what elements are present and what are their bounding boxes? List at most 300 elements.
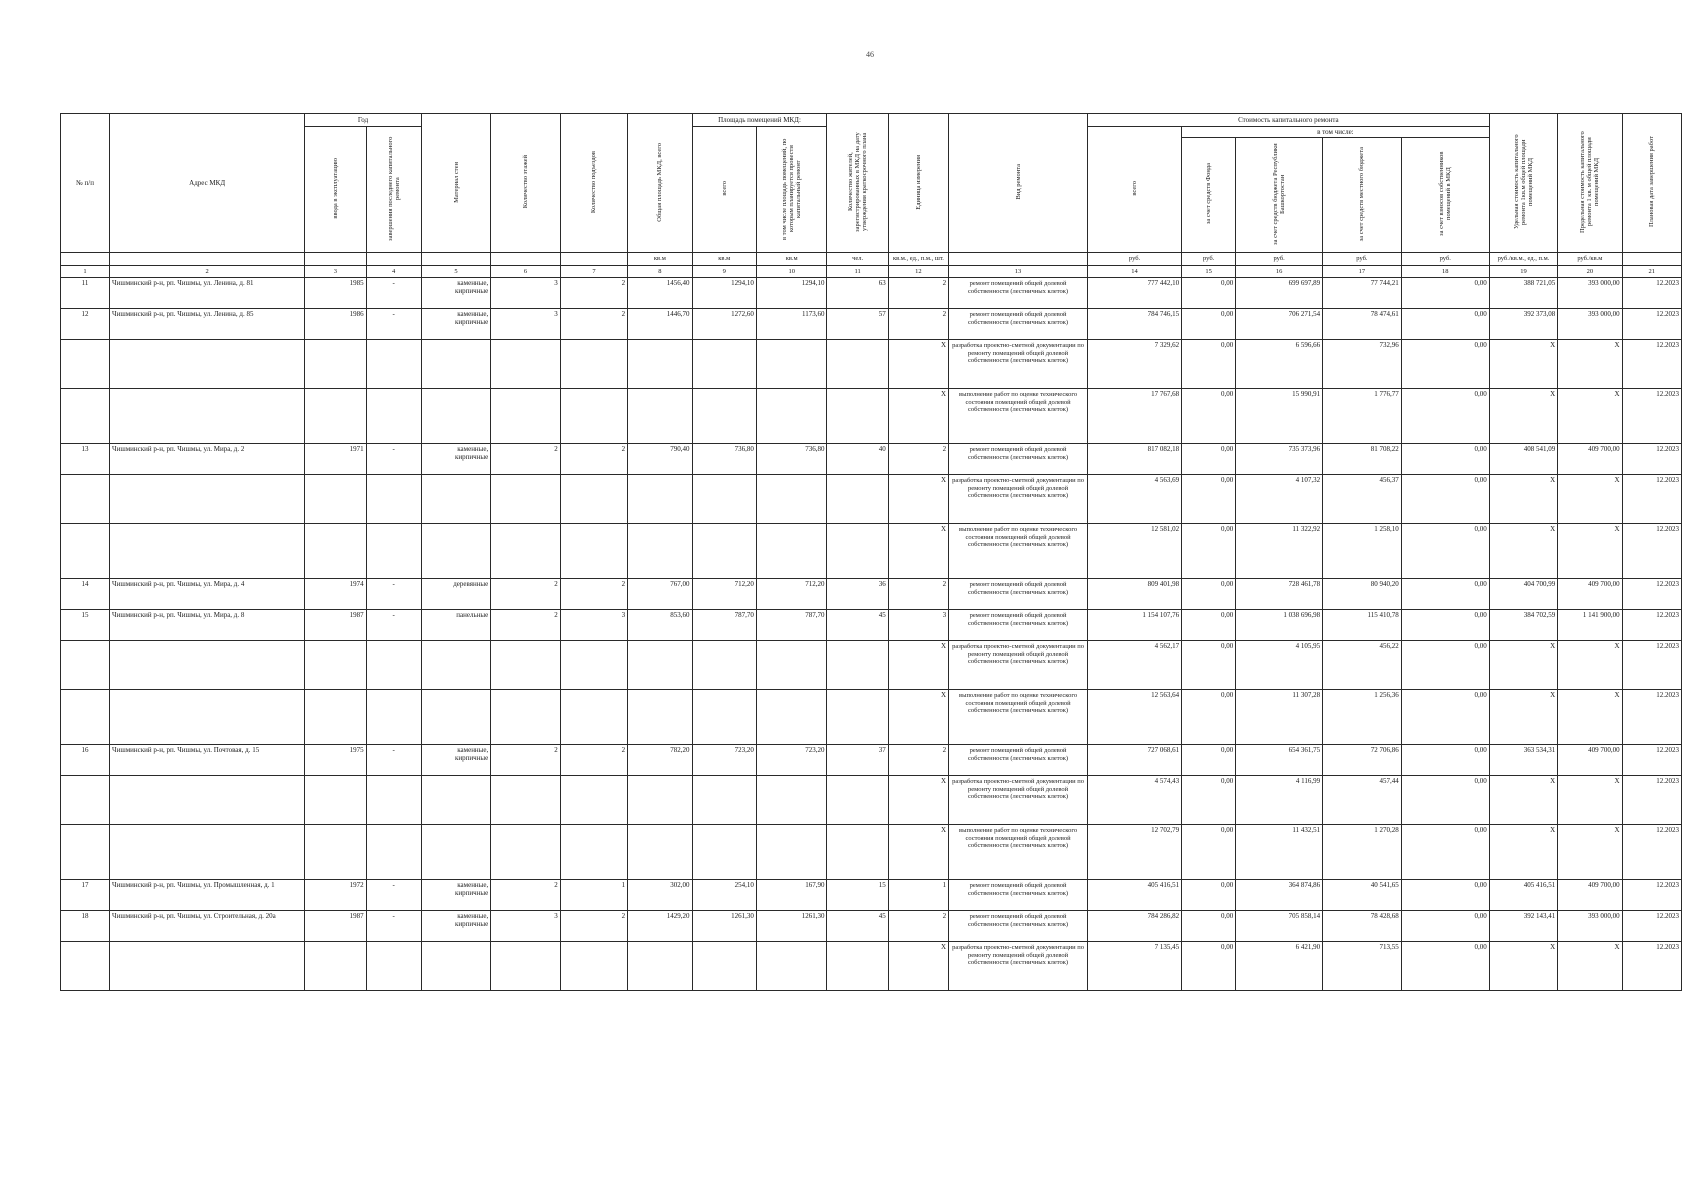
cell-max-cost: X — [1558, 690, 1622, 745]
cell-cost-republic: 654 361,75 — [1236, 745, 1323, 776]
header-cost-total: всего — [1088, 127, 1182, 253]
cell-unit-cost: 405 416,51 — [1489, 880, 1557, 911]
cell-cost-owners: 0,00 — [1401, 340, 1489, 389]
cell-cost-republic: 728 461,78 — [1236, 579, 1323, 610]
cell-floors — [491, 690, 560, 745]
cell-repair-type: выполнение работ по оценке технического состояния помещений общей долевой собственности (лестничных клеток) — [949, 690, 1088, 745]
unit-cell: руб. — [1323, 253, 1402, 266]
table-row — [61, 641, 1682, 690]
table-row — [61, 880, 1682, 911]
cell-wall-material — [421, 825, 490, 880]
cell-year-built — [305, 524, 366, 579]
cell-wall-material — [421, 641, 490, 690]
cell-cost-owners: 0,00 — [1401, 524, 1489, 579]
header-cost-republic: за счет средств бюджета Республики Башкортостан — [1236, 138, 1323, 253]
unit-cell: кв.м., ед., п.м., шт. — [888, 253, 948, 266]
cell-area-repair: 723,20 — [756, 745, 827, 776]
cell-cost-fund: 0,00 — [1182, 911, 1236, 942]
column-number: 2 — [110, 266, 305, 278]
cell-address — [110, 524, 305, 579]
cell-address: Чишминский р-н, рп. Чишмы, ул. Ленина, д. 81 — [110, 278, 305, 309]
unit-cell: руб. — [1088, 253, 1182, 266]
cell-area-total — [692, 475, 756, 524]
cell-unit-cost: 384 702,59 — [1489, 610, 1557, 641]
cell-total-area — [628, 776, 692, 825]
cell-unit: 2 — [888, 444, 948, 475]
cell-area-total — [692, 641, 756, 690]
cell-cost-fund: 0,00 — [1182, 309, 1236, 340]
cell-total-area — [628, 389, 692, 444]
cell-last-repair — [366, 389, 421, 444]
cell-last-repair — [366, 524, 421, 579]
cell-entrances: 3 — [560, 610, 627, 641]
header-incl-group: в том числе: — [1182, 127, 1490, 138]
cell-cost-fund: 0,00 — [1182, 641, 1236, 690]
cell-unit: 2 — [888, 911, 948, 942]
cell-wall-material: каменные, кирпичные — [421, 880, 490, 911]
cell-planned-date: 12.2023 — [1622, 745, 1681, 776]
cell-area-total — [692, 690, 756, 745]
column-number: 11 — [827, 266, 888, 278]
cell-entrances — [560, 641, 627, 690]
column-number: 13 — [949, 266, 1088, 278]
cell-address — [110, 776, 305, 825]
cell-max-cost: X — [1558, 776, 1622, 825]
cell-max-cost: 409 700,00 — [1558, 579, 1622, 610]
cell-unit-cost: 408 541,09 — [1489, 444, 1557, 475]
cell-cost-republic: 4 116,99 — [1236, 776, 1323, 825]
cell-repair-type: разработка проектно-сметной документации по ремонту помещений общей долевой собственности (лестничных клеток) — [949, 942, 1088, 991]
cell-unit: 2 — [888, 278, 948, 309]
cell-unit: 2 — [888, 745, 948, 776]
cell-repair-type: ремонт помещений общей долевой собственности (лестничных клеток) — [949, 880, 1088, 911]
cell-residents: 45 — [827, 610, 888, 641]
cell-year-built: 1975 — [305, 745, 366, 776]
cell-year-built: 1987 — [305, 610, 366, 641]
cell-last-repair — [366, 690, 421, 745]
cell-cost-total: 777 442,10 — [1088, 278, 1182, 309]
cell-residents — [827, 524, 888, 579]
header-year-last-repair: завершения последнего капитального ремонта — [366, 127, 421, 253]
cell-residents: 45 — [827, 911, 888, 942]
cell-unit: X — [888, 690, 948, 745]
cell-cost-fund: 0,00 — [1182, 825, 1236, 880]
cell-residents: 15 — [827, 880, 888, 911]
cell-year-built — [305, 690, 366, 745]
cell-planned-date: 12.2023 — [1622, 389, 1681, 444]
cell-cost-total: 7 329,62 — [1088, 340, 1182, 389]
cell-cost-total: 4 562,17 — [1088, 641, 1182, 690]
cell-cost-total: 784 286,82 — [1088, 911, 1182, 942]
cell-wall-material: панельные — [421, 610, 490, 641]
cell-cost-owners: 0,00 — [1401, 610, 1489, 641]
cell-unit-cost: X — [1489, 641, 1557, 690]
header-cost-owners: за счет взносов собственников помещений в МКД — [1401, 138, 1489, 253]
cell-entrances — [560, 340, 627, 389]
cell-unit-cost: 388 721,05 — [1489, 278, 1557, 309]
cell-residents — [827, 942, 888, 991]
cell-residents: 63 — [827, 278, 888, 309]
cell-floors — [491, 340, 560, 389]
cell-cost-local: 115 410,78 — [1323, 610, 1402, 641]
cell-year-built — [305, 825, 366, 880]
cell-repair-type: ремонт помещений общей долевой собственности (лестничных клеток) — [949, 911, 1088, 942]
cell-repair-type: ремонт помещений общей долевой собственности (лестничных клеток) — [949, 579, 1088, 610]
cell-cost-total: 405 416,51 — [1088, 880, 1182, 911]
column-number: 20 — [1558, 266, 1622, 278]
cell-row-number — [61, 942, 110, 991]
header-max-cost: Предельная стоимость капитального ремонта 1 кв. м общей площади помещений МКД — [1558, 114, 1622, 253]
cell-cost-total: 727 068,61 — [1088, 745, 1182, 776]
cell-address — [110, 942, 305, 991]
cell-unit: X — [888, 340, 948, 389]
cell-cost-republic: 6 596,66 — [1236, 340, 1323, 389]
cell-residents — [827, 340, 888, 389]
cell-unit-cost: 392 143,41 — [1489, 911, 1557, 942]
header-no: № п/п — [61, 114, 110, 253]
column-number: 1 — [61, 266, 110, 278]
cell-wall-material — [421, 690, 490, 745]
cell-cost-local: 732,96 — [1323, 340, 1402, 389]
cell-cost-total: 12 702,79 — [1088, 825, 1182, 880]
cell-cost-owners: 0,00 — [1401, 776, 1489, 825]
header-cost-group: Стоимость капитального ремонта — [1088, 114, 1490, 127]
cell-last-repair: - — [366, 309, 421, 340]
cell-max-cost: X — [1558, 475, 1622, 524]
cell-area-repair — [756, 524, 827, 579]
cell-area-total — [692, 340, 756, 389]
cell-year-built: 1987 — [305, 911, 366, 942]
unit-cell: руб. — [1182, 253, 1236, 266]
cell-planned-date: 12.2023 — [1622, 880, 1681, 911]
table-row — [61, 340, 1682, 389]
cell-unit-cost: 392 373,08 — [1489, 309, 1557, 340]
cell-area-total — [692, 389, 756, 444]
cell-cost-owners: 0,00 — [1401, 579, 1489, 610]
column-number: 19 — [1489, 266, 1557, 278]
cell-entrances: 2 — [560, 278, 627, 309]
cell-area-total: 1294,10 — [692, 278, 756, 309]
cell-entrances — [560, 524, 627, 579]
cell-area-total: 712,20 — [692, 579, 756, 610]
cell-wall-material: каменные, кирпичные — [421, 309, 490, 340]
cell-cost-fund: 0,00 — [1182, 610, 1236, 641]
cell-residents: 40 — [827, 444, 888, 475]
cell-year-built: 1974 — [305, 579, 366, 610]
column-number: 5 — [421, 266, 490, 278]
table-row — [61, 690, 1682, 745]
unit-cell: кв.м — [756, 253, 827, 266]
cell-cost-local: 78 474,61 — [1323, 309, 1402, 340]
cell-total-area: 1429,20 — [628, 911, 692, 942]
cell-floors — [491, 942, 560, 991]
cell-cost-fund: 0,00 — [1182, 340, 1236, 389]
cell-row-number — [61, 340, 110, 389]
header-cost-local: за счет средств местного бюджета — [1323, 138, 1402, 253]
cell-repair-type: разработка проектно-сметной документации по ремонту помещений общей долевой собственности (лестничных клеток) — [949, 776, 1088, 825]
cell-residents: 37 — [827, 745, 888, 776]
cell-last-repair: - — [366, 911, 421, 942]
cell-unit: X — [888, 524, 948, 579]
cell-unit: X — [888, 475, 948, 524]
cell-area-total — [692, 825, 756, 880]
cell-residents — [827, 776, 888, 825]
cell-year-built — [305, 389, 366, 444]
cell-row-number — [61, 825, 110, 880]
header-entrances: Количество подъездов — [560, 114, 627, 253]
unit-cell: руб./кв.м., ед., п.м. — [1489, 253, 1557, 266]
cell-cost-republic: 699 697,89 — [1236, 278, 1323, 309]
cell-cost-total: 12 581,02 — [1088, 524, 1182, 579]
cell-cost-republic: 4 107,32 — [1236, 475, 1323, 524]
table-row — [61, 444, 1682, 475]
header-residents: Количество жителей, зарегистрированных в МКД на дату утверждения краткосрочного плана — [827, 114, 888, 253]
header-unit: Единица измерения — [888, 114, 948, 253]
cell-cost-total: 784 746,15 — [1088, 309, 1182, 340]
unit-cell: чел. — [827, 253, 888, 266]
cell-last-repair — [366, 641, 421, 690]
cell-area-total — [692, 524, 756, 579]
table-row — [61, 942, 1682, 991]
cell-last-repair — [366, 340, 421, 389]
column-number: 8 — [628, 266, 692, 278]
cell-residents — [827, 389, 888, 444]
cell-cost-fund: 0,00 — [1182, 579, 1236, 610]
cell-last-repair: - — [366, 278, 421, 309]
cell-repair-type: ремонт помещений общей долевой собственности (лестничных клеток) — [949, 610, 1088, 641]
cell-cost-local: 80 940,20 — [1323, 579, 1402, 610]
cell-residents: 57 — [827, 309, 888, 340]
cell-cost-total: 817 082,18 — [1088, 444, 1182, 475]
cell-entrances: 2 — [560, 309, 627, 340]
cell-floors: 2 — [491, 880, 560, 911]
cell-area-repair: 736,80 — [756, 444, 827, 475]
column-number: 9 — [692, 266, 756, 278]
cell-repair-type: выполнение работ по оценке технического состояния помещений общей долевой собственности (лестничных клеток) — [949, 389, 1088, 444]
cell-max-cost: X — [1558, 942, 1622, 991]
cell-cost-local: 456,22 — [1323, 641, 1402, 690]
cell-last-repair: - — [366, 745, 421, 776]
cell-total-area — [628, 942, 692, 991]
cell-total-area: 1446,70 — [628, 309, 692, 340]
cell-planned-date: 12.2023 — [1622, 475, 1681, 524]
cell-address: Чишминский р-н, рп. Чишмы, ул. Мира, д. 2 — [110, 444, 305, 475]
cell-wall-material — [421, 340, 490, 389]
cell-unit: X — [888, 942, 948, 991]
cell-year-built: 1972 — [305, 880, 366, 911]
cell-area-total: 723,20 — [692, 745, 756, 776]
cell-repair-type: выполнение работ по оценке технического состояния помещений общей долевой собственности (лестничных клеток) — [949, 524, 1088, 579]
cell-total-area: 853,60 — [628, 610, 692, 641]
cell-cost-owners: 0,00 — [1401, 911, 1489, 942]
cell-floors — [491, 475, 560, 524]
cell-max-cost: X — [1558, 524, 1622, 579]
cell-address: Чишминский р-н, рп. Чишмы, ул. Мира, д. 8 — [110, 610, 305, 641]
cell-wall-material: каменные, кирпичные — [421, 911, 490, 942]
cell-cost-republic: 11 432,51 — [1236, 825, 1323, 880]
cell-unit: X — [888, 776, 948, 825]
cell-unit: X — [888, 641, 948, 690]
cell-entrances — [560, 942, 627, 991]
cell-total-area — [628, 690, 692, 745]
cell-cost-fund: 0,00 — [1182, 880, 1236, 911]
cell-area-repair: 1261,30 — [756, 911, 827, 942]
cell-wall-material — [421, 524, 490, 579]
cell-year-built: 1986 — [305, 309, 366, 340]
cell-cost-fund: 0,00 — [1182, 475, 1236, 524]
cell-last-repair — [366, 776, 421, 825]
cell-area-repair — [756, 690, 827, 745]
cell-area-repair — [756, 389, 827, 444]
cell-total-area: 782,20 — [628, 745, 692, 776]
cell-total-area: 790,40 — [628, 444, 692, 475]
cell-total-area: 1456,40 — [628, 278, 692, 309]
cell-unit: 1 — [888, 880, 948, 911]
unit-cell: кв.м — [692, 253, 756, 266]
cell-unit-cost: X — [1489, 389, 1557, 444]
cell-row-number — [61, 389, 110, 444]
cell-repair-type: выполнение работ по оценке технического состояния помещений общей долевой собственности (лестничных клеток) — [949, 825, 1088, 880]
cell-cost-republic: 15 990,91 — [1236, 389, 1323, 444]
cell-row-number — [61, 524, 110, 579]
cell-cost-republic: 4 105,95 — [1236, 641, 1323, 690]
cell-area-repair: 167,90 — [756, 880, 827, 911]
table-body — [61, 278, 1682, 991]
column-number: 12 — [888, 266, 948, 278]
cell-cost-local: 1 258,10 — [1323, 524, 1402, 579]
table-row — [61, 911, 1682, 942]
cell-row-number: 16 — [61, 745, 110, 776]
header-area-total: всего — [692, 127, 756, 253]
cell-max-cost: 409 700,00 — [1558, 880, 1622, 911]
cell-cost-owners: 0,00 — [1401, 690, 1489, 745]
cell-year-built: 1971 — [305, 444, 366, 475]
cell-max-cost: 1 141 900,00 — [1558, 610, 1622, 641]
cell-row-number: 15 — [61, 610, 110, 641]
cell-planned-date: 12.2023 — [1622, 444, 1681, 475]
cell-entrances: 2 — [560, 444, 627, 475]
cell-wall-material: каменные, кирпичные — [421, 444, 490, 475]
cell-cost-local: 456,37 — [1323, 475, 1402, 524]
table-row — [61, 610, 1682, 641]
cell-cost-owners: 0,00 — [1401, 475, 1489, 524]
cell-last-repair: - — [366, 444, 421, 475]
table-row — [61, 309, 1682, 340]
cell-address — [110, 825, 305, 880]
cell-address: Чишминский р-н, рп. Чишмы, ул. Почтовая, д. 15 — [110, 745, 305, 776]
cell-row-number: 14 — [61, 579, 110, 610]
column-number: 15 — [1182, 266, 1236, 278]
cell-entrances — [560, 389, 627, 444]
header-year-group: Год — [305, 114, 422, 127]
cell-unit-cost: X — [1489, 524, 1557, 579]
table-row — [61, 776, 1682, 825]
cell-entrances — [560, 776, 627, 825]
cell-cost-total: 12 563,64 — [1088, 690, 1182, 745]
table-row — [61, 389, 1682, 444]
unit-cell: руб./кв.м — [1558, 253, 1622, 266]
column-number: 6 — [491, 266, 560, 278]
cell-unit-cost: X — [1489, 825, 1557, 880]
header-total-area: Общая площадь МКД, всего — [628, 114, 692, 253]
table-row — [61, 475, 1682, 524]
cell-max-cost: 409 700,00 — [1558, 444, 1622, 475]
header-area-repair: в том числе площадь помещений, по которым планируется провести капитальный ремонт — [756, 127, 827, 253]
cell-cost-local: 1 776,77 — [1323, 389, 1402, 444]
repair-plan-table — [60, 113, 1682, 991]
cell-floors — [491, 641, 560, 690]
cell-row-number: 17 — [61, 880, 110, 911]
cell-year-built — [305, 776, 366, 825]
cell-cost-total: 4 563,69 — [1088, 475, 1182, 524]
header-cost-fund: за счет средств Фонда — [1182, 138, 1236, 253]
cell-area-total — [692, 942, 756, 991]
cell-floors: 2 — [491, 610, 560, 641]
cell-unit-cost: X — [1489, 690, 1557, 745]
cell-wall-material — [421, 776, 490, 825]
cell-cost-fund: 0,00 — [1182, 444, 1236, 475]
cell-cost-republic: 706 271,54 — [1236, 309, 1323, 340]
cell-max-cost: 409 700,00 — [1558, 745, 1622, 776]
cell-unit-cost: X — [1489, 942, 1557, 991]
cell-year-built — [305, 942, 366, 991]
cell-cost-total: 17 767,68 — [1088, 389, 1182, 444]
cell-cost-local: 457,44 — [1323, 776, 1402, 825]
header-repair-type: Вид ремонта — [949, 114, 1088, 253]
column-number: 18 — [1401, 266, 1489, 278]
cell-area-repair — [756, 475, 827, 524]
cell-unit-cost: X — [1489, 340, 1557, 389]
cell-residents — [827, 825, 888, 880]
cell-row-number — [61, 641, 110, 690]
cell-cost-fund: 0,00 — [1182, 690, 1236, 745]
cell-area-repair: 1173,60 — [756, 309, 827, 340]
cell-entrances: 2 — [560, 745, 627, 776]
cell-wall-material: каменные, кирпичные — [421, 745, 490, 776]
cell-unit: 3 — [888, 610, 948, 641]
cell-planned-date: 12.2023 — [1622, 579, 1681, 610]
cell-floors — [491, 776, 560, 825]
cell-max-cost: X — [1558, 389, 1622, 444]
cell-address: Чишминский р-н, рп. Чишмы, ул. Строительная, д. 20а — [110, 911, 305, 942]
cell-total-area — [628, 475, 692, 524]
cell-residents — [827, 690, 888, 745]
header-wall-material: Материал стен — [421, 114, 490, 253]
cell-cost-total: 1 154 107,76 — [1088, 610, 1182, 641]
cell-unit: X — [888, 389, 948, 444]
cell-cost-owners: 0,00 — [1401, 641, 1489, 690]
cell-area-repair: 787,70 — [756, 610, 827, 641]
cell-max-cost: X — [1558, 641, 1622, 690]
cell-wall-material: каменные, кирпичные — [421, 278, 490, 309]
cell-address: Чишминский р-н, рп. Чишмы, ул. Мира, д. 4 — [110, 579, 305, 610]
cell-unit: 2 — [888, 579, 948, 610]
cell-entrances — [560, 690, 627, 745]
cell-cost-republic: 11 322,92 — [1236, 524, 1323, 579]
cell-repair-type: ремонт помещений общей долевой собственности (лестничных клеток) — [949, 444, 1088, 475]
header-planned-date: Плановая дата завершения работ — [1622, 114, 1681, 253]
cell-unit-cost: X — [1489, 776, 1557, 825]
cell-last-repair: - — [366, 579, 421, 610]
cell-cost-fund: 0,00 — [1182, 278, 1236, 309]
cell-total-area — [628, 825, 692, 880]
cell-cost-fund: 0,00 — [1182, 524, 1236, 579]
cell-residents: 36 — [827, 579, 888, 610]
cell-year-built — [305, 641, 366, 690]
cell-cost-local: 77 744,21 — [1323, 278, 1402, 309]
cell-residents — [827, 641, 888, 690]
cell-floors: 3 — [491, 911, 560, 942]
